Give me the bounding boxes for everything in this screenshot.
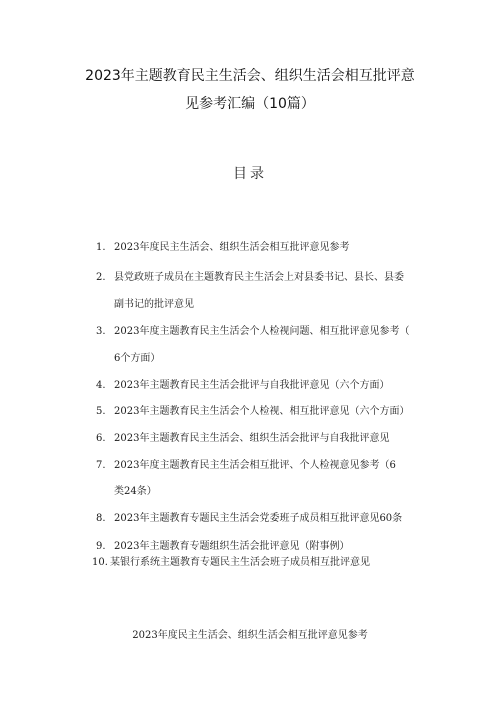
toc-item-3-continuation: 6个方面） [114, 353, 161, 364]
toc-item-8[interactable] [96, 509, 402, 524]
toc-item-number: 9. [96, 541, 106, 552]
toc-item-2[interactable] [96, 268, 404, 283]
toc-item-4[interactable] [96, 376, 389, 391]
toc-item-number: 3. [96, 326, 106, 337]
toc-item-number: 6. [96, 433, 106, 444]
toc-item-3[interactable] [96, 322, 409, 337]
document-title-line-1: 2023年主题教育民主生活会、组织生活会相互批评意 [85, 68, 415, 84]
toc-item-text: 2023年主题教育民主生活会、组织生活会批评与自我批评意见 [114, 433, 390, 444]
toc-item-2-continuation: 副书记的批评意见 [114, 299, 194, 310]
toc-item-1[interactable] [96, 238, 349, 253]
document-title [40, 62, 460, 118]
toc-item-text: 某银行系统主题教育专题民主生活会班子成员相互批评意见 [110, 557, 370, 568]
toc-item-10[interactable] [92, 553, 370, 568]
toc-item-text: 2023年度主题教育民主生活会相互批评、个人检视意见参考（6 [114, 460, 396, 471]
toc-item-number: 4. [96, 380, 106, 391]
toc-item-9[interactable] [96, 537, 349, 552]
toc-item-5[interactable] [96, 402, 409, 417]
toc-item-number: 8. [96, 513, 106, 524]
toc-item-number: 2. [96, 272, 106, 283]
toc-item-number: 7. [96, 460, 106, 471]
toc-item-text: 2023年度民主生活会、组织生活会相互批评意见参考 [114, 242, 350, 253]
toc-item-text: 2023年度主题教育民主生活会个人检视问题、相互批评意见参考（ [114, 326, 410, 337]
toc-item-text: 2023年主题教育专题组织生活会批评意见（附事例） [114, 541, 350, 552]
toc-item-7[interactable] [96, 456, 396, 471]
toc-item-number: 5. [96, 406, 106, 417]
toc-heading: 目录 [233, 166, 267, 182]
toc-item-text: 2023年主题教育民主生活会个人检视、相互批评意见（六个方面） [114, 406, 410, 417]
toc-item-text: 县党政班子成员在主题教育民主生活会上对县委书记、县长、县委 [114, 272, 404, 283]
toc-item-text: 2023年主题教育专题民主生活会党委班子成员相互批评意见60条 [114, 513, 403, 524]
toc-item-text: 2023年主题教育民主生活会批评与自我批评意见（六个方面） [114, 380, 390, 391]
toc-item-6[interactable] [96, 429, 389, 444]
toc-item-number: 10. [92, 557, 108, 568]
document-title-line-2: 见参考汇编（10篇） [185, 96, 315, 112]
toc-item-number: 1. [96, 242, 106, 253]
section-title: 2023年度民主生活会、组织生活会相互批评意见参考 [132, 630, 368, 641]
toc-item-7-continuation: 类24条） [114, 486, 157, 497]
